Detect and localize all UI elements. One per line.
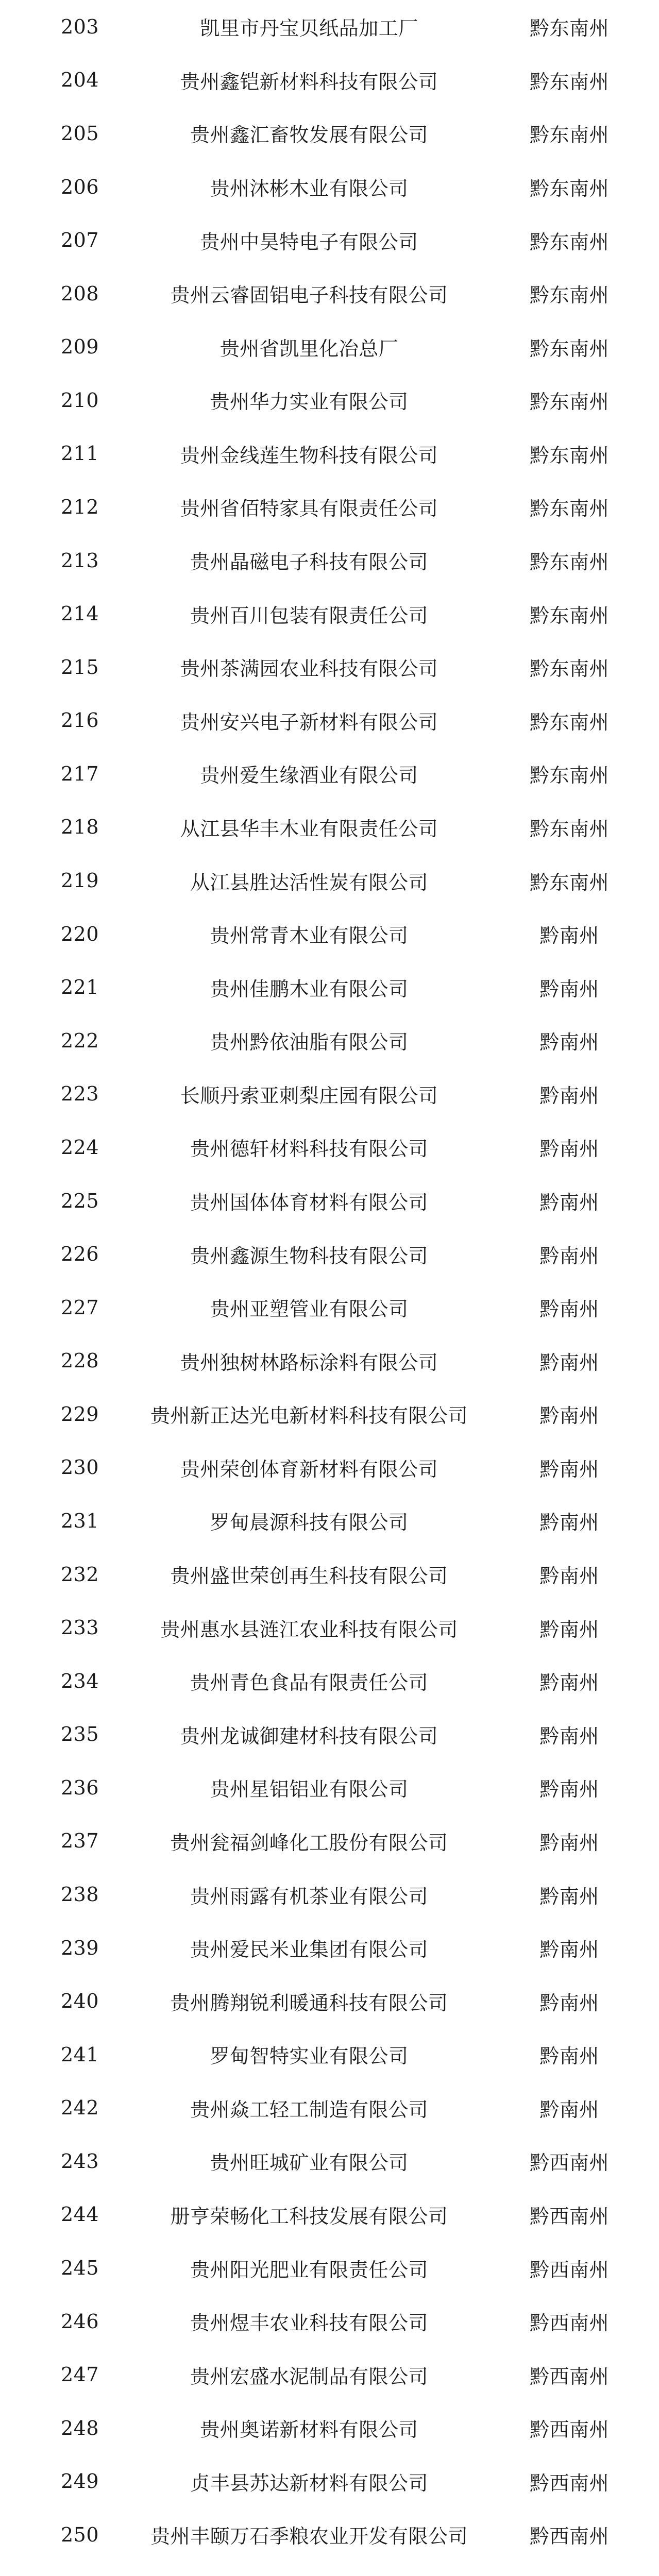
table-row [0,1761,659,1815]
region: 黔东南州 [529,17,609,40]
row-number: 216 [60,709,99,732]
row-number: 226 [60,1243,99,1266]
company-name: 贵州沐彬木业有限公司 [210,177,409,200]
row-number: 203 [60,15,99,38]
company-name: 贵州省佰特家具有限责任公司 [180,497,438,520]
company-name: 凯里市丹宝贝纸品加工厂 [200,17,418,40]
company-name: 贵州新正达光电新材料科技有限公司 [150,1404,468,1428]
table-row [0,0,659,54]
region: 黔西南州 [529,2525,609,2548]
company-name: 贵州爱生缘酒业有限公司 [200,764,418,787]
region: 黔西南州 [529,2151,609,2175]
company-name: 贵州金线莲生物科技有限公司 [180,444,438,467]
table-row [0,1815,659,1868]
table-row [0,2241,659,2295]
region: 黔南州 [539,1511,599,1534]
row-number: 235 [60,1723,99,1746]
company-name: 贵州鑫铠新材料科技有限公司 [180,70,438,93]
table-row [0,1014,659,1067]
row-number: 241 [60,2043,99,2066]
company-name: 贵州奥诺新材料有限公司 [200,2418,418,2442]
row-number: 240 [60,1990,99,2013]
table-row [0,907,659,961]
company-name: 从江县胜达活性炭有限公司 [190,871,428,894]
table-row [0,534,659,587]
company-name: 贵州国体体育材料有限公司 [190,1191,428,1214]
region: 黔东南州 [529,871,609,894]
row-number: 233 [60,1616,99,1639]
row-number: 217 [60,762,99,785]
row-number: 246 [60,2310,99,2333]
row-number: 223 [60,1082,99,1106]
table-row [0,2134,659,2188]
table-row [0,54,659,107]
row-number: 236 [60,1776,99,1799]
row-number: 204 [60,69,99,92]
company-name: 贵州爱民米业集团有限公司 [190,1938,428,1961]
company-name: 贵州常青木业有限公司 [210,924,409,947]
table-row [0,2508,659,2562]
region: 黔南州 [539,1778,599,1801]
region: 黔南州 [539,1084,599,1107]
table-row [0,1868,659,1921]
row-number: 207 [60,229,99,252]
region [495,2562,644,2576]
region: 黔南州 [539,1991,599,2014]
company-name: 贵州丰颐万石季粮农业开发有限公司 [150,2525,468,2548]
row-number: 229 [60,1402,99,1426]
company-name: 贵州盛世荣创再生科技有限公司 [170,1565,448,1588]
company-name: 贵州腾翔锐利暖通科技有限公司 [170,1991,448,2014]
row-number: 248 [60,2416,99,2439]
table-row [0,1548,659,1601]
table-row [0,2455,659,2509]
company-name: 贵州晶磁电子科技有限公司 [190,551,428,574]
row-number: 242 [60,2096,99,2120]
row-number: 210 [60,388,99,412]
region: 黔西南州 [529,2471,609,2495]
region: 黔东南州 [529,710,609,734]
region: 黔东南州 [529,230,609,253]
company-name: 罗甸晨源科技有限公司 [210,1511,409,1534]
region: 黔南州 [539,1671,599,1694]
company-name: 贵州华力实业有限公司 [210,391,409,414]
company-name: 贵州荣创体育新材料有限公司 [180,1458,438,1481]
row-number: 244 [60,2203,99,2226]
region: 黔东南州 [529,551,609,574]
company-name: 贵州亚塑管业有限公司 [210,1298,409,1321]
company-name: 贵州雨露有机茶业有限公司 [190,1885,428,1908]
table-row [0,2028,659,2081]
region: 黔南州 [539,924,599,947]
row-number: 222 [60,1029,99,1052]
row-number: 250 [60,2523,99,2546]
region: 黔南州 [539,1724,599,1748]
region: 黔东南州 [529,497,609,520]
table-row [0,1441,659,1495]
region: 黔南州 [539,1618,599,1641]
row-number: 208 [60,282,99,305]
region: 黔东南州 [529,177,609,200]
region: 黔东南州 [529,284,609,307]
row-number: 238 [60,1883,99,1906]
table-row [0,587,659,640]
region: 黔南州 [539,1565,599,1588]
company-name: 从江县华丰木业有限责任公司 [180,817,438,840]
table-row [0,1281,659,1334]
table-row [0,1494,659,1548]
company-name: 贵州安兴电子新材料有限公司 [180,710,438,734]
region: 黔南州 [539,1831,599,1854]
region: 黔南州 [539,1885,599,1908]
table-row [0,1334,659,1387]
table-row [0,2348,659,2401]
company-name: 长顺丹索亚刺梨庄园有限公司 [180,1084,438,1107]
table-row [0,320,659,374]
table-row [0,1067,659,1121]
region: 黔东南州 [529,444,609,467]
row-number: 239 [60,1936,99,1959]
region: 黔南州 [539,1244,599,1267]
company-name: 贵州黔依油脂有限公司 [210,1031,409,1054]
row-number: 243 [60,2149,99,2173]
company-name: 贵州中昊特电子有限公司 [200,230,418,253]
region: 黔西南州 [529,2418,609,2442]
row-number: 218 [60,816,99,839]
row-number: 221 [60,976,99,999]
table-row [0,374,659,427]
region: 黔南州 [539,1351,599,1374]
row-number: 211 [60,442,99,465]
row-number: 220 [60,922,99,945]
company-name: 贵州星铝铝业有限公司 [210,1778,409,1801]
table-row [0,1387,659,1441]
region: 黔东南州 [529,604,609,627]
region: 黔南州 [539,2045,599,2068]
table-row [0,427,659,481]
region: 黔东南州 [529,657,609,681]
company-name [121,2562,497,2576]
company-name: 贞丰县苏达新材料有限公司 [190,2471,428,2495]
company-name: 贵州青色食品有限责任公司 [190,1671,428,1694]
company-name: 贵州鑫汇畜牧发展有限公司 [190,124,428,147]
row-number: 231 [60,1509,99,1532]
table-row [0,160,659,214]
company-name: 贵州德轩材料科技有限公司 [190,1138,428,1161]
table-row [0,1921,659,1975]
table-row [0,854,659,907]
table-row [0,2562,659,2576]
company-name: 贵州焱工轻工制造有限公司 [190,2098,428,2121]
region: 黔东南州 [529,124,609,147]
company-name: 贵州独树林路标涂料有限公司 [180,1351,438,1374]
table-row [0,1974,659,2028]
row-number: 212 [60,495,99,518]
row-number: 225 [60,1189,99,1212]
row-number: 224 [60,1136,99,1159]
table-row [0,747,659,801]
row-number: 234 [60,1669,99,1692]
region: 黔西南州 [529,2365,609,2388]
region: 黔东南州 [529,337,609,360]
table-row [0,1708,659,1761]
row-number: 237 [60,1829,99,1853]
company-name: 贵州云睿固铝电子科技有限公司 [170,284,448,307]
table-row [0,213,659,267]
table-row [0,640,659,694]
row-number: 228 [60,1349,99,1372]
region: 黔南州 [539,1298,599,1321]
table-row [0,1601,659,1654]
region: 黔南州 [539,977,599,1001]
row-number: 245 [60,2257,99,2280]
company-name: 贵州龙诚御建材科技有限公司 [180,1724,438,1748]
table-row [0,267,659,320]
company-name: 贵州鑫源生物科技有限公司 [190,1244,428,1267]
region: 黔南州 [539,1031,599,1054]
row-number: 247 [60,2363,99,2386]
row-number: 209 [60,335,99,359]
company-name: 贵州省凯里化冶总厂 [219,337,399,360]
region: 黔西南州 [529,2312,609,2335]
region: 黔南州 [539,1138,599,1161]
region: 黔东南州 [529,817,609,840]
table-row [0,1121,659,1174]
table-row [0,694,659,748]
row-number: 213 [60,549,99,572]
company-name: 贵州百川包装有限责任公司 [190,604,428,627]
company-name: 贵州宏盛水泥制品有限公司 [190,2365,428,2388]
region: 黔西南州 [529,2205,609,2228]
company-name: 贵州旺城矿业有限公司 [210,2151,409,2175]
row-number: 232 [60,1563,99,1586]
table-row [0,801,659,854]
table-row [0,1227,659,1281]
table-row [0,960,659,1014]
region: 黔南州 [539,1404,599,1428]
company-name: 罗甸智特实业有限公司 [210,2045,409,2068]
table-row [0,1654,659,1708]
company-name: 贵州煜丰农业科技有限公司 [190,2312,428,2335]
table-row [0,2081,659,2135]
region: 黔东南州 [529,70,609,93]
company-name: 贵州瓮福剑峰化工股份有限公司 [170,1831,448,1854]
table-row [0,480,659,534]
region: 黔南州 [539,1938,599,1961]
company-name: 贵州惠水县涟江农业科技有限公司 [160,1618,458,1641]
region: 黔南州 [539,1458,599,1481]
row-number: 227 [60,1296,99,1319]
company-name: 贵州佳鹏木业有限公司 [210,977,409,1001]
company-name: 贵州茶满园农业科技有限公司 [180,657,438,681]
region: 黔东南州 [529,391,609,414]
region: 黔南州 [539,2098,599,2121]
row-number: 230 [60,1456,99,1479]
row-number: 214 [60,602,99,625]
row-number: 219 [60,869,99,892]
row-number: 206 [60,175,99,198]
region: 黔南州 [539,1191,599,1214]
table-row [0,107,659,160]
company-name: 册亨荣畅化工科技发展有限公司 [170,2205,448,2228]
row-number: 205 [60,122,99,145]
company-name: 贵州阳光肥业有限责任公司 [190,2258,428,2281]
row-number: 215 [60,655,99,679]
region: 黔西南州 [529,2258,609,2281]
table-row [0,1174,659,1228]
table-row [0,2401,659,2455]
table-row [0,2188,659,2242]
row-number: 249 [60,2470,99,2493]
table-row [0,2295,659,2348]
region: 黔东南州 [529,764,609,787]
